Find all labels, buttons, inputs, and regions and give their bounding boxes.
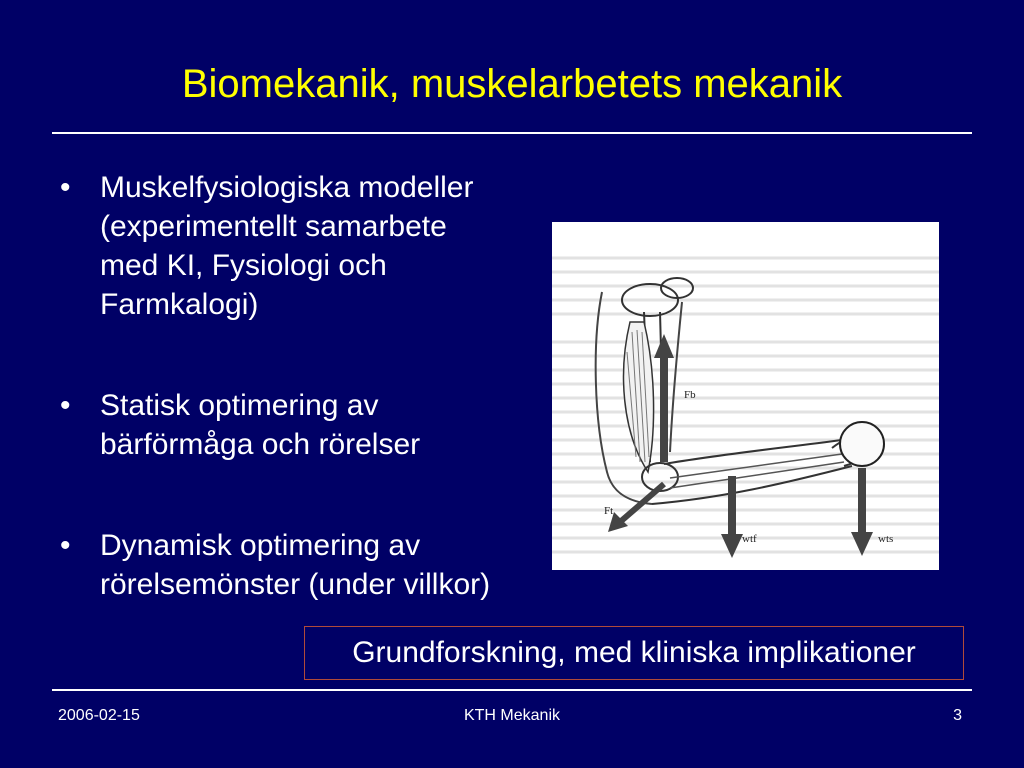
forearm-bottom-outline bbox=[652, 466, 852, 504]
title-divider bbox=[52, 132, 972, 134]
slide-title: Biomekanik, muskelarbetets mekanik bbox=[181, 62, 843, 106]
footer-center-text: KTH Mekanik bbox=[463, 707, 561, 724]
wtf-arrow-head bbox=[721, 534, 743, 558]
page-number: 3 bbox=[953, 707, 962, 724]
bullet-item bbox=[60, 168, 500, 324]
wts-label: wts bbox=[878, 533, 894, 545]
bullet-symbol: • bbox=[60, 171, 71, 204]
bullet-symbol: • bbox=[60, 389, 71, 422]
bullet-text: Statisk optimering av bärförmåga och rörelser bbox=[100, 389, 421, 461]
bullet-item bbox=[60, 386, 500, 464]
fb-label: Fb bbox=[684, 389, 696, 401]
upper-arm-inner-outline bbox=[670, 302, 682, 452]
wtf-label: wtf bbox=[742, 533, 757, 545]
bullet-list bbox=[60, 168, 500, 666]
arm-muscle-diagram bbox=[552, 222, 939, 570]
ball-weight bbox=[840, 422, 884, 466]
fb-arrow-head bbox=[654, 334, 674, 358]
footer-date: 2006-02-15 bbox=[58, 707, 140, 724]
arm-muscle-illustration bbox=[552, 222, 939, 570]
bullet-symbol: • bbox=[60, 529, 71, 562]
bullet-text: Dynamisk optimering av rörelsemönster (under villkor) bbox=[100, 529, 491, 601]
ft-label: Ft bbox=[604, 505, 614, 517]
bullet-text: Muskelfysiologiska modeller (experimentellt samarbete med KI, Fysiologi och Farmkalogi) bbox=[100, 171, 474, 321]
footer-divider bbox=[52, 689, 972, 691]
callout-box: Grundforskning, med kliniska implikationer bbox=[304, 626, 964, 680]
bullet-item bbox=[60, 526, 500, 604]
forearm-top-outline bbox=[664, 440, 842, 464]
